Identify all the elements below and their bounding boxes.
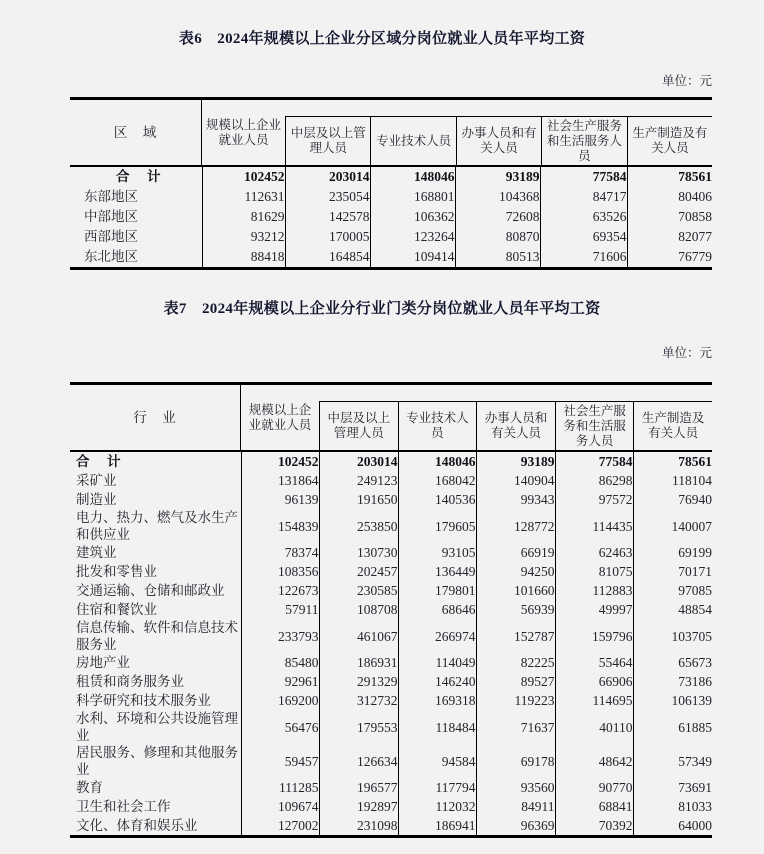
row-label: 房地产业	[76, 655, 130, 670]
table6-region-wage-table	[70, 97, 712, 270]
cell-value: 136449	[398, 562, 476, 581]
cell-value: 97572	[555, 490, 633, 509]
table-row	[70, 653, 712, 672]
table-row	[70, 227, 712, 247]
cell-value: 114435	[555, 509, 633, 543]
table-row	[70, 581, 712, 600]
table-row	[70, 600, 712, 619]
cell-value: 203014	[285, 167, 370, 187]
row-label: 住宿和餐饮业	[76, 602, 157, 617]
table-row	[70, 509, 712, 543]
cell-value: 109674	[241, 797, 319, 816]
cell-value: 312732	[319, 691, 398, 710]
cell-value: 77584	[540, 167, 627, 187]
cell-value: 461067	[319, 619, 398, 653]
cell-value: 88418	[202, 247, 285, 269]
row-label: 批发和零售业	[76, 564, 157, 579]
table6-header-region: 区 域	[70, 100, 202, 165]
cell-value: 128772	[476, 509, 555, 543]
table6-header-production: 生产制造及有关人员	[627, 117, 712, 165]
cell-value: 70858	[627, 207, 712, 227]
cell-value: 71637	[476, 710, 555, 744]
row-label: 合 计	[76, 454, 123, 469]
cell-value: 108708	[319, 600, 398, 619]
cell-value: 118104	[633, 471, 712, 490]
table7-header-industry: 行 业	[70, 385, 241, 450]
cell-value: 169200	[241, 691, 319, 710]
cell-value: 168042	[398, 471, 476, 490]
cell-value: 235054	[285, 187, 370, 207]
cell-value: 55464	[555, 653, 633, 672]
table7-header-row	[70, 382, 712, 452]
cell-value: 69354	[540, 227, 627, 247]
cell-value: 64000	[633, 816, 712, 837]
table-row	[70, 816, 712, 837]
cell-value: 127002	[241, 816, 319, 837]
cell-value: 146240	[398, 672, 476, 691]
table-row	[70, 490, 712, 509]
row-label: 合 计	[116, 169, 163, 184]
cell-value: 164854	[285, 247, 370, 269]
table6-header-row	[70, 97, 712, 167]
table-row	[70, 452, 712, 471]
row-label: 居民服务、修理和其他服务业	[76, 745, 238, 777]
row-label: 东部地区	[84, 189, 138, 204]
table6-data-grid	[70, 167, 712, 270]
row-label: 文化、体育和娱乐业	[76, 818, 198, 833]
table6-body	[70, 167, 712, 269]
cell-value: 106362	[370, 207, 455, 227]
cell-value: 169318	[398, 691, 476, 710]
table6-header-technical: 专业技术人员	[370, 117, 455, 165]
cell-value: 80513	[455, 247, 540, 269]
cell-value: 97085	[633, 581, 712, 600]
cell-value: 76940	[633, 490, 712, 509]
table7-header-position-group	[319, 401, 712, 450]
table6-header-all-employees: 规模以上企业就业人员	[205, 117, 281, 147]
table7-body	[70, 452, 712, 837]
cell-value: 49997	[555, 600, 633, 619]
cell-value: 78374	[241, 543, 319, 562]
table6-title: 表6 2024年规模以上企业分区域分岗位就业人员年平均工资	[178, 31, 586, 47]
cell-value: 179801	[398, 581, 476, 600]
cell-value: 230585	[319, 581, 398, 600]
cell-value: 85480	[241, 653, 319, 672]
table7-title: 表7 2024年规模以上企业分行业门类分岗位就业人员年平均工资	[163, 301, 601, 317]
cell-value: 59457	[241, 744, 319, 778]
cell-value: 291329	[319, 672, 398, 691]
cell-value: 63526	[540, 207, 627, 227]
table-row	[70, 672, 712, 691]
cell-value: 114695	[555, 691, 633, 710]
table6-header-position-group	[285, 116, 712, 165]
cell-value: 48854	[633, 600, 712, 619]
table-row	[70, 207, 712, 227]
cell-value: 179553	[319, 710, 398, 744]
cell-value: 99343	[476, 490, 555, 509]
cell-value: 179605	[398, 509, 476, 543]
cell-value: 196577	[319, 778, 398, 797]
cell-value: 82077	[627, 227, 712, 247]
row-label: 东北地区	[84, 249, 138, 264]
cell-value: 101660	[476, 581, 555, 600]
cell-value: 73691	[633, 778, 712, 797]
cell-value: 82225	[476, 653, 555, 672]
cell-value: 93189	[455, 167, 540, 187]
cell-value: 70171	[633, 562, 712, 581]
cell-value: 72608	[455, 207, 540, 227]
cell-value: 131864	[241, 471, 319, 490]
cell-value: 231098	[319, 816, 398, 837]
cell-value: 186941	[398, 816, 476, 837]
row-label: 西部地区	[84, 229, 138, 244]
cell-value: 84717	[540, 187, 627, 207]
cell-value: 159796	[555, 619, 633, 653]
cell-value: 102452	[241, 452, 319, 471]
table-row	[70, 543, 712, 562]
cell-value: 109414	[370, 247, 455, 269]
table7-data-grid	[70, 452, 712, 838]
table-row	[70, 167, 712, 187]
table-row	[70, 562, 712, 581]
cell-value: 108356	[241, 562, 319, 581]
table-row	[70, 619, 712, 653]
cell-value: 142578	[285, 207, 370, 227]
cell-value: 96369	[476, 816, 555, 837]
cell-value: 93212	[202, 227, 285, 247]
table-row	[70, 778, 712, 797]
table-row	[70, 744, 712, 778]
cell-value: 65673	[633, 653, 712, 672]
cell-value: 69199	[633, 543, 712, 562]
table7-unit-label: 单位：元	[661, 346, 712, 360]
cell-value: 249123	[319, 471, 398, 490]
cell-value: 103705	[633, 619, 712, 653]
cell-value: 112032	[398, 797, 476, 816]
cell-value: 186931	[319, 653, 398, 672]
row-label: 水利、环境和公共设施管理业	[76, 711, 238, 743]
cell-value: 148046	[370, 167, 455, 187]
cell-value: 57349	[633, 744, 712, 778]
row-label: 建筑业	[76, 545, 117, 560]
cell-value: 253850	[319, 509, 398, 543]
cell-value: 117794	[398, 778, 476, 797]
cell-value: 118484	[398, 710, 476, 744]
cell-value: 84911	[476, 797, 555, 816]
cell-value: 93560	[476, 778, 555, 797]
table-row	[70, 247, 712, 269]
table-row	[70, 691, 712, 710]
cell-value: 77584	[555, 452, 633, 471]
table7-header-service: 社会生产服务和生活服务人员	[555, 402, 634, 450]
cell-value: 81629	[202, 207, 285, 227]
cell-value: 122673	[241, 581, 319, 600]
table7-header-clerical: 办事人员和有关人员	[476, 402, 555, 450]
row-label: 中部地区	[84, 209, 138, 224]
cell-value: 94250	[476, 562, 555, 581]
row-label: 信息传输、软件和信息技术服务业	[76, 620, 238, 652]
cell-value: 66906	[555, 672, 633, 691]
cell-value: 57911	[241, 600, 319, 619]
row-label: 科学研究和技术服务业	[76, 693, 211, 708]
table7-industry-wage-table	[70, 382, 712, 838]
cell-value: 170005	[285, 227, 370, 247]
cell-value: 112883	[555, 581, 633, 600]
cell-value: 168801	[370, 187, 455, 207]
cell-value: 93189	[476, 452, 555, 471]
cell-value: 152787	[476, 619, 555, 653]
cell-value: 68841	[555, 797, 633, 816]
cell-value: 202457	[319, 562, 398, 581]
cell-value: 94584	[398, 744, 476, 778]
cell-value: 80406	[627, 187, 712, 207]
cell-value: 81075	[555, 562, 633, 581]
cell-value: 192897	[319, 797, 398, 816]
cell-value: 56939	[476, 600, 555, 619]
table-row	[70, 710, 712, 744]
cell-value: 56476	[241, 710, 319, 744]
row-label: 电力、热力、燃气及水生产和供应业	[76, 510, 238, 542]
row-label: 教育	[76, 780, 103, 795]
cell-value: 203014	[319, 452, 398, 471]
cell-value: 104368	[455, 187, 540, 207]
cell-value: 140904	[476, 471, 555, 490]
cell-value: 130730	[319, 543, 398, 562]
table6-header-managers: 中层及以上管理人员	[285, 117, 370, 165]
cell-value: 69178	[476, 744, 555, 778]
cell-value: 78561	[633, 452, 712, 471]
cell-value: 92961	[241, 672, 319, 691]
cell-value: 61885	[633, 710, 712, 744]
row-label: 租赁和商务服务业	[76, 674, 184, 689]
cell-value: 80870	[455, 227, 540, 247]
row-label: 卫生和社会工作	[76, 799, 171, 814]
cell-value: 81033	[633, 797, 712, 816]
cell-value: 71606	[540, 247, 627, 269]
cell-value: 66919	[476, 543, 555, 562]
cell-value: 102452	[202, 167, 285, 187]
cell-value: 89527	[476, 672, 555, 691]
cell-value: 119223	[476, 691, 555, 710]
cell-value: 93105	[398, 543, 476, 562]
table-row	[70, 187, 712, 207]
table7-header-managers: 中层及以上管理人员	[319, 402, 398, 450]
cell-value: 123264	[370, 227, 455, 247]
cell-value: 126634	[319, 744, 398, 778]
cell-value: 86298	[555, 471, 633, 490]
cell-value: 48642	[555, 744, 633, 778]
cell-value: 62463	[555, 543, 633, 562]
cell-value: 111285	[241, 778, 319, 797]
cell-value: 140007	[633, 509, 712, 543]
cell-value: 112631	[202, 187, 285, 207]
cell-value: 78561	[627, 167, 712, 187]
table-row	[70, 797, 712, 816]
table6-unit-label: 单位：元	[661, 74, 712, 88]
cell-value: 106139	[633, 691, 712, 710]
cell-value: 154839	[241, 509, 319, 543]
table7-header-technical: 专业技术人员	[398, 402, 477, 450]
row-label: 交通运输、仓储和邮政业	[76, 583, 225, 598]
cell-value: 68646	[398, 600, 476, 619]
cell-value: 76779	[627, 247, 712, 269]
table6-header-clerical: 办事人员和有关人员	[456, 117, 541, 165]
cell-value: 191650	[319, 490, 398, 509]
cell-value: 233793	[241, 619, 319, 653]
table6-header-service: 社会生产服务和生活服务人员	[541, 117, 626, 165]
cell-value: 90770	[555, 778, 633, 797]
cell-value: 40110	[555, 710, 633, 744]
cell-value: 114049	[398, 653, 476, 672]
row-label: 制造业	[76, 492, 117, 507]
cell-value: 148046	[398, 452, 476, 471]
row-label: 采矿业	[76, 473, 117, 488]
table-row	[70, 471, 712, 490]
table7-header-production: 生产制造及有关人员	[633, 402, 712, 450]
table7-header-all-employees: 规模以上企业就业人员	[248, 402, 312, 432]
cell-value: 70392	[555, 816, 633, 837]
cell-value: 73186	[633, 672, 712, 691]
cell-value: 140536	[398, 490, 476, 509]
cell-value: 96139	[241, 490, 319, 509]
cell-value: 266974	[398, 619, 476, 653]
